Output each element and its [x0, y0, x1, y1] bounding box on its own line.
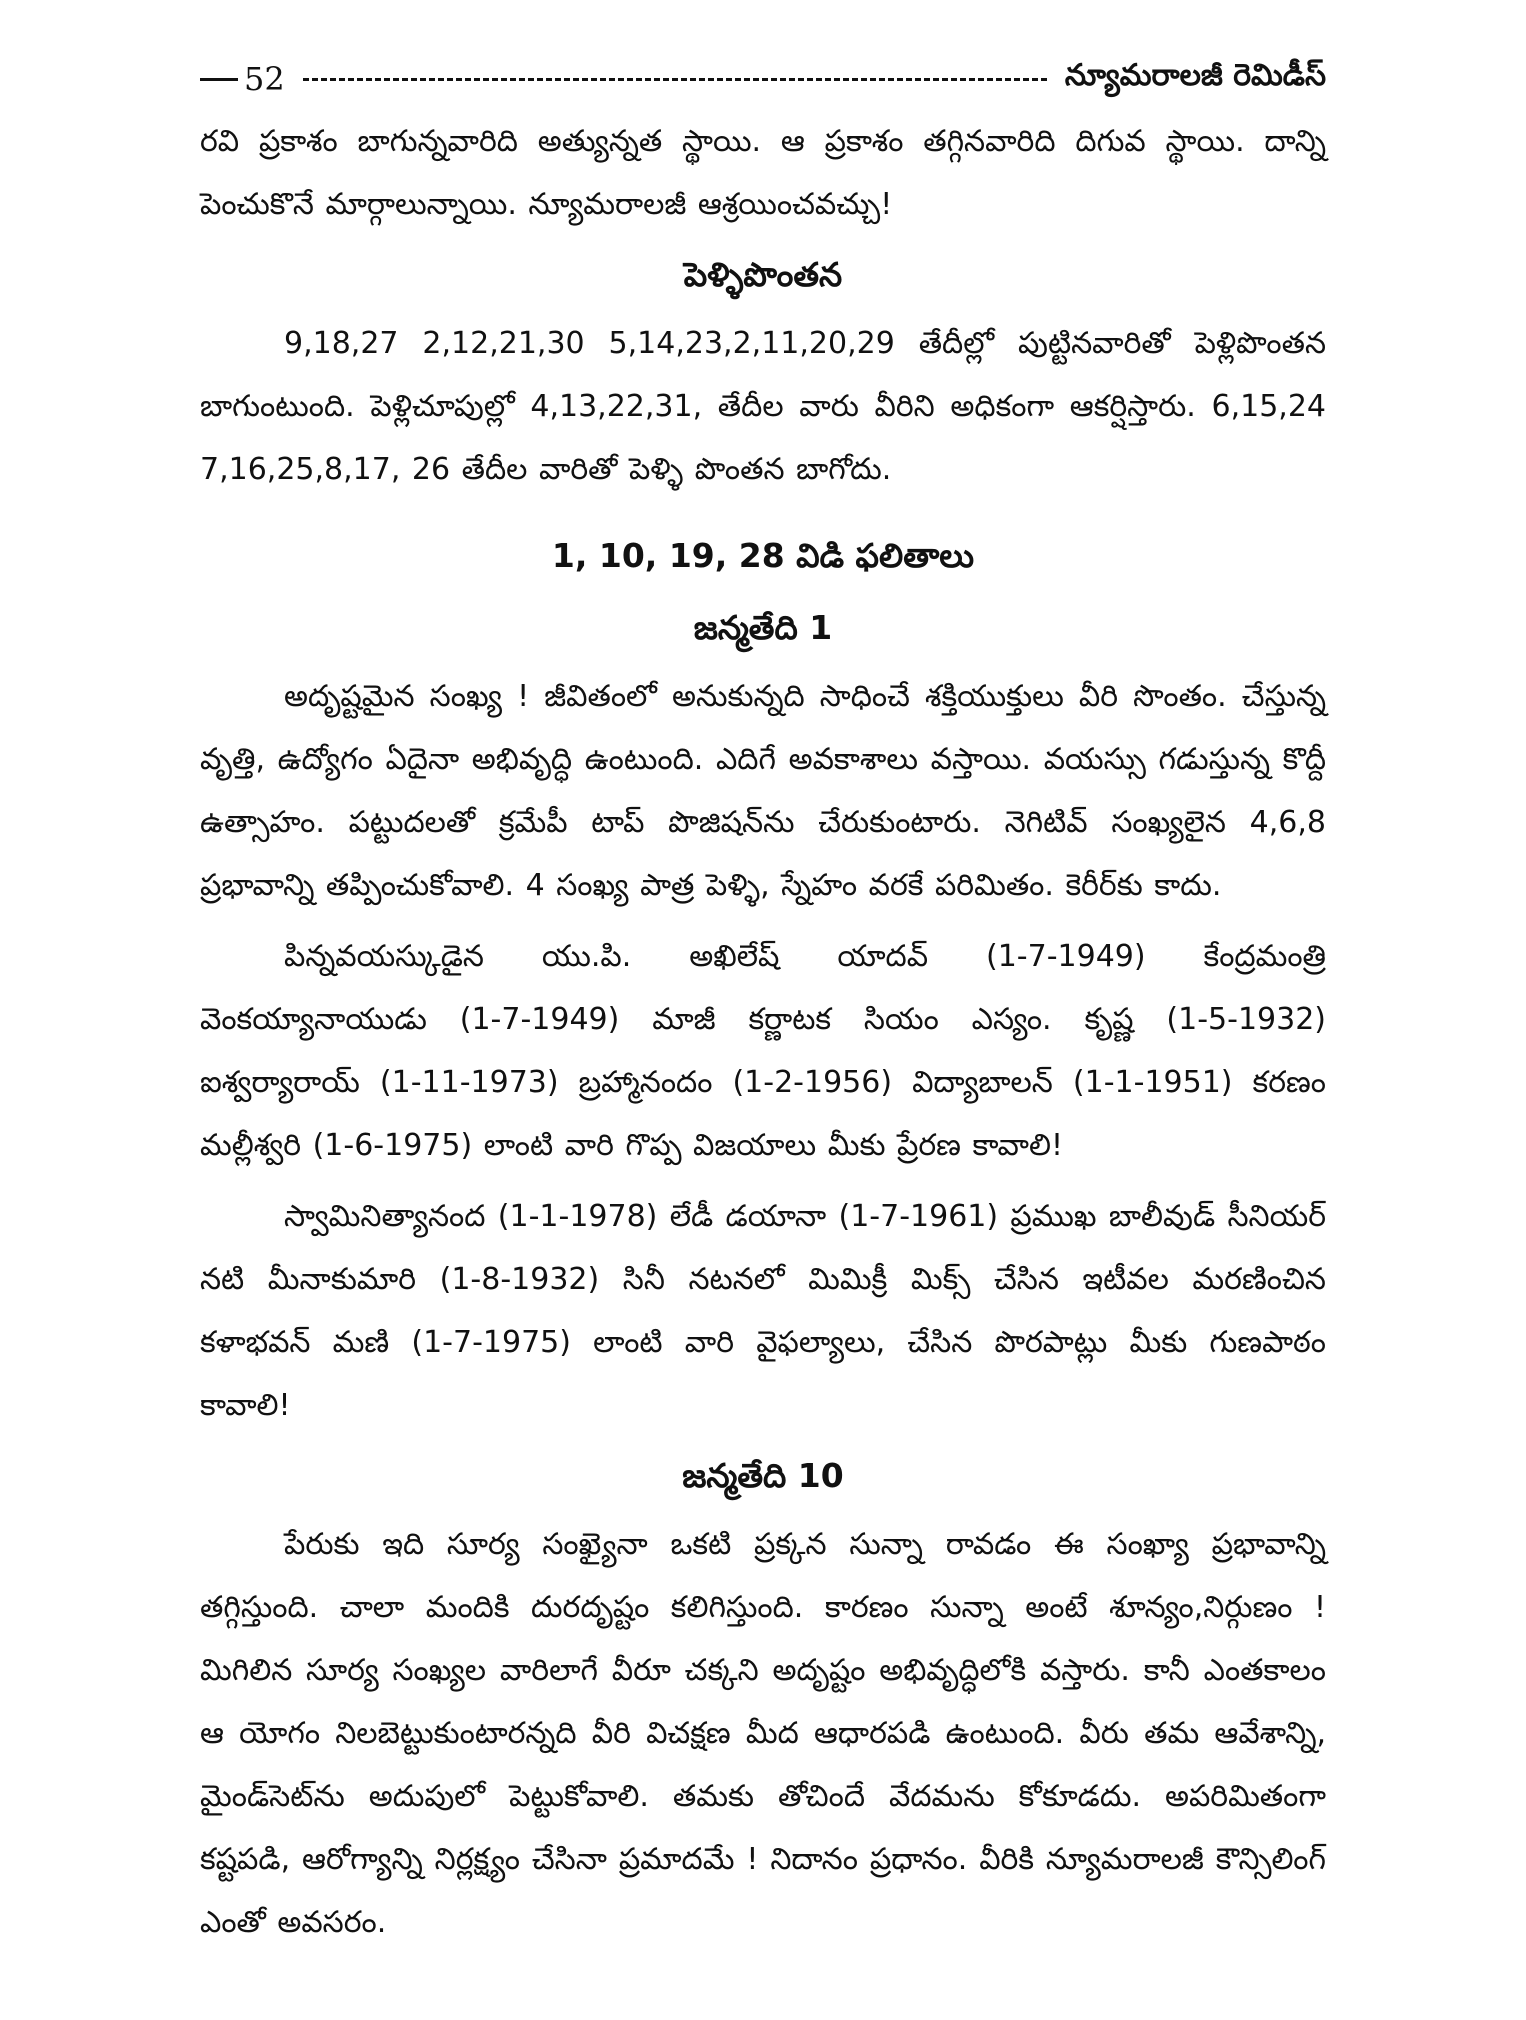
intro-paragraph: రవి ప్రకాశం బాగున్నవారిది అత్యున్నత స్థాయి. ఆ ప్రకాశం తగ్గినవారిది దిగువ స్థాయి. దాన్ని పెంచుకొనే మార్గాలున్నాయి. న్యూమరాలజీ ఆశ్రయించవచ్చు!: [200, 124, 1326, 222]
birthdate-10-heading: జన్మతేది 10: [682, 1456, 844, 1495]
birthdate-1-paragraph-3: స్వామినిత్యానంద (1-1-1978) లేడీ డయానా (1-7-1961) ప్రముఖ బాలీవుడ్ సీనియర్ నటి మీనాకుమారి (1-8-1932) సినీ నటనలో మిమిక్రీ మిక్స్ చేసిన ఇటీవల మరణించిన కళాభవన్ మణి (1-7-1975) లాంటి వారి వైఫల్యాలు, చేసిన పొరపాట్లు మీకు గుణపాఠం కావాలి!: [200, 1199, 1326, 1423]
header-lead-dash: [200, 78, 238, 81]
birthdate-1-heading: జన్మతేది 1: [693, 608, 833, 647]
marriage-heading: పెళ్ళిపొంతన: [683, 255, 843, 294]
marriage-paragraph: 9,18,27 2,12,21,30 5,14,23,2,11,20,29 తేదీల్లో పుట్టినవారితో పెళ్లిపొంతన బాగుంటుంది. పెళ్లిచూపుల్లో 4,13,22,31, తేదీల వారు వీరిని అధికంగా ఆకర్షిస్తారు. 6,15,24 7,16,25,8,17, 26 తేదీల వారితో పెళ్ళి పొంతన బాగోదు.: [200, 326, 1326, 487]
header-dashed-rule: [303, 78, 1047, 81]
birthdate-10-paragraph: పేరుకు ఇది సూర్య సంఖ్యైనా ఒకటి ప్రక్కన సున్నా రావడం ఈ సంఖ్యా ప్రభావాన్ని తగ్గిస్తుంది. చాలా మందికి దురదృష్టం కలిగిస్తుంది. కారణం సున్నా అంటే శూన్యం,నిర్గుణం ! మిగిలిన సూర్య సంఖ్యల వారిలాగే వీరూ చక్కని అదృష్టం అభివృద్ధిలోకి వస్తారు. కానీ ఎంతకాలం ఆ యోగం నిలబెట్టుకుంటారన్నది వీరి విచక్షణ మీద ఆధారపడి ఉంటుంది. వీరు తమ ఆవేశాన్ని, మైండ్‌సెట్‌ను అదుపులో పెట్టుకోవాలి. తమకు తోచిందే వేదమను కోకూడదు. అపరిమితంగా కష్టపడి, ఆరోగ్యాన్ని నిర్లక్ష్యం చేసినా ప్రమాదమే ! నిదానం ప్రధానం. వీరికి న్యూమరాలజీ కౌన్సిలింగ్ ఎంతో అవసరం.: [200, 1527, 1326, 1940]
running-header: [200, 48, 1326, 110]
results-heading: 1, 10, 19, 28 విడి ఫలితాలు: [551, 536, 975, 575]
page-number: 52: [244, 60, 285, 98]
birthdate-1-paragraph-1: అదృష్టమైన సంఖ్య ! జీవితంలో అనుకున్నది సాధించే శక్తియుక్తులు వీరి సొంతం. చేస్తున్న వృత్తి, ఉద్యోగం ఏదైనా అభివృద్ధి ఉంటుంది. ఎదిగే అవకాశాలు వస్తాయి. వయస్సు గడుస్తున్న కొద్దీ ఉత్సాహం. పట్టుదలతో క్రమేపీ టాప్ పొజిషన్‌ను చేరుకుంటారు. నెగిటివ్ సంఖ్యలైన 4,6,8 ప్రభావాన్ని తప్పించుకోవాలి. 4 సంఖ్య పాత్ర పెళ్ళి, స్నేహం వరకే పరిమితం. కెరీర్‌కు కాదు.: [200, 679, 1326, 903]
birthdate-1-paragraph-2: పిన్నవయస్కుడైన యు.పి. అఖిలేష్ యాదవ్ (1-7-1949) కేంద్రమంత్రి వెంకయ్యానాయుడు (1-7-1949) మాజీ కర్ణాటక సియం ఎస్యం. కృష్ణ (1-5-1932) ఐశ్వర్యారాయ్ (1-11-1973) బ్రహ్మానందం (1-2-1956) విద్యాబాలన్ (1-1-1951) కరణం మల్లీశ్వరి (1-6-1975) లాంటి వారి గొప్ప విజయాలు మీకు ప్రేరణ కావాలి!: [200, 939, 1326, 1163]
book-title: న్యూమరాలజీ రెమిడీస్: [1064, 58, 1326, 93]
